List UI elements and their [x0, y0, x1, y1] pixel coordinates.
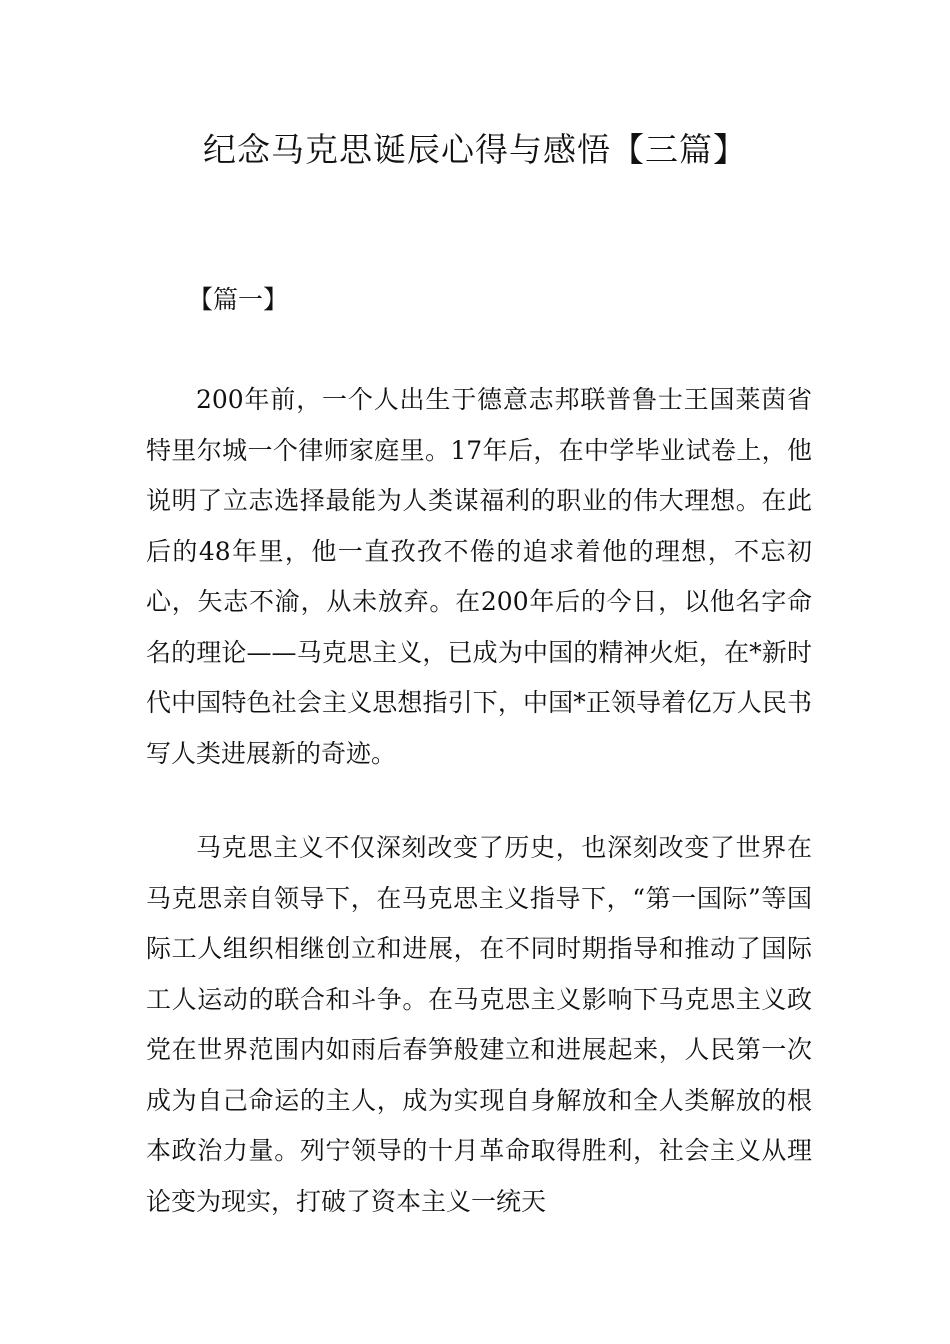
- paragraph-1: 200年前，一个人出生于德意志邦联普鲁士王国莱茵省特里尔城一个律师家庭里。17年后，在中学毕业试卷上，他说明了立志选择最能为人类谋福利的职业的伟大理想。在此后的48年里，他一直孜孜不倦的追求着他的理想，不忘初心，矢志不渝，从未放弃。在200年后的今日，以他名字命名的理论——马克思主义，已成为中国的精神火炬，在*新时代中国特色社会主义思想指引下，中国*正领导着亿万人民书写人类进展新的奇迹。: [146, 385, 812, 768]
- paragraph-2: 马克思主义不仅深刻改变了历史，也深刻改变了世界在马克思亲自领导下，在马克思主义指导下，“第一国际”等国际工人组织相继创立和进展，在不同时期指导和推动了国际工人运动的联合和斗争。在马克思主义影响下马克思主义政党在世界范围内如雨后春笋般建立和进展起来，人民第一次成为自己命运的主人，成为实现自身解放和全人类解放的根本政治力量。列宁领导的十月革命取得胜利，社会主义从理论变为现实，打破了资本主义一统天: [146, 833, 812, 1216]
- section-heading: 【篇一】: [188, 285, 289, 314]
- document-title: 纪念马克思诞辰心得与感悟【三篇】: [203, 130, 747, 169]
